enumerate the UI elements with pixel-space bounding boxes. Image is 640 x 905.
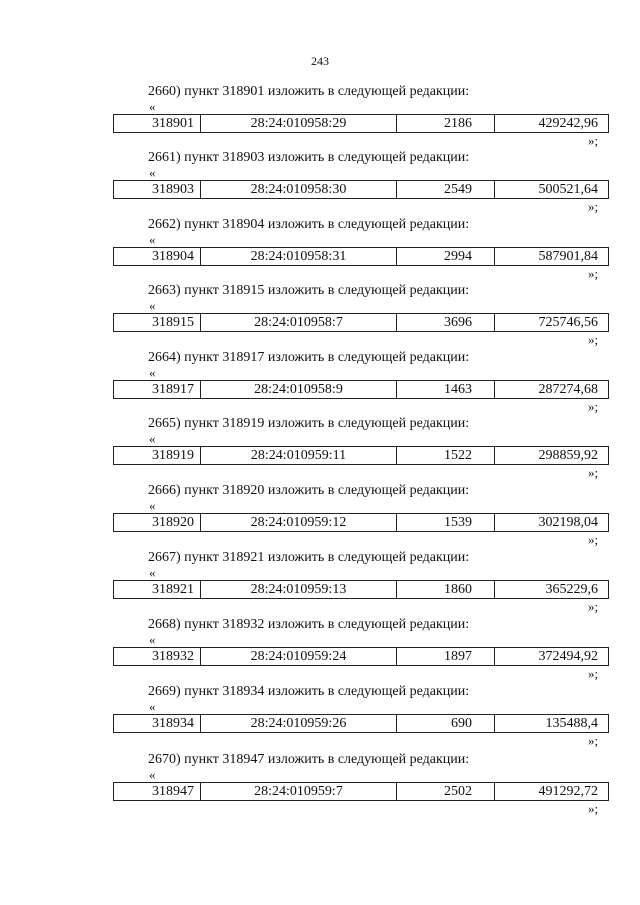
open-quote: « <box>149 232 156 247</box>
area-cell: 1897 <box>396 648 494 665</box>
area-cell: 1539 <box>396 514 494 531</box>
close-quote: »; <box>588 733 599 748</box>
area-cell: 1860 <box>396 581 494 598</box>
value-cell: 298859,92 <box>494 447 608 464</box>
close-quote: »; <box>588 465 599 480</box>
cadastral-number-cell: 28:24:010959:11 <box>200 447 396 464</box>
cadastral-number-cell: 28:24:010958:9 <box>200 381 396 398</box>
area-cell: 2502 <box>396 783 494 800</box>
amendment-block <box>0 483 640 549</box>
close-quote: »; <box>588 399 599 414</box>
table-row <box>113 446 609 465</box>
table-row <box>113 180 609 199</box>
close-quote: »; <box>588 332 599 347</box>
row-id-cell: 318947 <box>152 784 194 799</box>
cadastral-number-cell: 28:24:010959:12 <box>200 514 396 531</box>
open-quote: « <box>149 365 156 380</box>
close-quote: »; <box>588 801 599 816</box>
open-quote: « <box>149 699 156 714</box>
open-quote: « <box>149 99 156 114</box>
cadastral-number-cell: 28:24:010958:29 <box>200 115 396 132</box>
open-quote: « <box>149 767 156 782</box>
table-row <box>113 380 609 399</box>
value-cell: 587901,84 <box>494 248 608 265</box>
value-cell: 135488,4 <box>494 715 608 732</box>
cadastral-number-cell: 28:24:010959:13 <box>200 581 396 598</box>
table-row <box>113 580 609 599</box>
close-quote: »; <box>588 666 599 681</box>
amendment-block <box>0 752 640 818</box>
area-cell: 2549 <box>396 181 494 198</box>
row-id-cell: 318920 <box>152 515 194 530</box>
close-quote: »; <box>588 199 599 214</box>
area-cell: 2994 <box>396 248 494 265</box>
cadastral-number-cell: 28:24:010958:30 <box>200 181 396 198</box>
amendment-block <box>0 416 640 482</box>
amendment-block <box>0 217 640 283</box>
amendment-heading: 2661) пункт 318903 изложить в следующей редакции: <box>148 150 470 165</box>
amendment-heading: 2662) пункт 318904 изложить в следующей редакции: <box>148 217 470 232</box>
row-id-cell: 318921 <box>152 582 194 597</box>
cadastral-number-cell: 28:24:010958:31 <box>200 248 396 265</box>
amendment-heading: 2668) пункт 318932 изложить в следующей редакции: <box>148 617 470 632</box>
amendment-heading: 2660) пункт 318901 изложить в следующей редакции: <box>148 84 470 99</box>
cadastral-number-cell: 28:24:010959:7 <box>200 783 396 800</box>
row-id-cell: 318919 <box>152 448 194 463</box>
open-quote: « <box>149 565 156 580</box>
open-quote: « <box>149 632 156 647</box>
amendment-block <box>0 684 640 750</box>
table-row <box>113 313 609 332</box>
area-cell: 1463 <box>396 381 494 398</box>
open-quote: « <box>149 298 156 313</box>
table-row <box>113 782 609 801</box>
open-quote: « <box>149 165 156 180</box>
amendment-heading: 2665) пункт 318919 изложить в следующей редакции: <box>148 416 470 431</box>
amendment-heading: 2664) пункт 318917 изложить в следующей редакции: <box>148 350 470 365</box>
row-id-cell: 318904 <box>152 249 194 264</box>
table-row <box>113 114 609 133</box>
value-cell: 287274,68 <box>494 381 608 398</box>
amendment-heading: 2667) пункт 318921 изложить в следующей редакции: <box>148 550 470 565</box>
amendment-heading: 2670) пункт 318947 изложить в следующей редакции: <box>148 752 470 767</box>
table-row <box>113 247 609 266</box>
amendment-block <box>0 550 640 616</box>
value-cell: 365229,6 <box>494 581 608 598</box>
row-id-cell: 318917 <box>152 382 194 397</box>
area-cell: 690 <box>396 715 494 732</box>
value-cell: 429242,96 <box>494 115 608 132</box>
close-quote: »; <box>588 532 599 547</box>
close-quote: »; <box>588 266 599 281</box>
value-cell: 372494,92 <box>494 648 608 665</box>
amendment-block <box>0 350 640 416</box>
amendment-block <box>0 150 640 216</box>
value-cell: 302198,04 <box>494 514 608 531</box>
amendment-block <box>0 617 640 683</box>
cadastral-number-cell: 28:24:010959:24 <box>200 648 396 665</box>
open-quote: « <box>149 431 156 446</box>
open-quote: « <box>149 498 156 513</box>
page-number: 243 <box>311 54 329 68</box>
row-id-cell: 318932 <box>152 649 194 664</box>
area-cell: 2186 <box>396 115 494 132</box>
amendment-block <box>0 84 640 150</box>
table-row <box>113 714 609 733</box>
close-quote: »; <box>588 133 599 148</box>
cadastral-number-cell: 28:24:010959:26 <box>200 715 396 732</box>
amendment-heading: 2669) пункт 318934 изложить в следующей редакции: <box>148 684 470 699</box>
table-row <box>113 647 609 666</box>
row-id-cell: 318915 <box>152 315 194 330</box>
area-cell: 1522 <box>396 447 494 464</box>
close-quote: »; <box>588 599 599 614</box>
table-row <box>113 513 609 532</box>
row-id-cell: 318901 <box>152 116 194 131</box>
amendment-block <box>0 283 640 349</box>
cadastral-number-cell: 28:24:010958:7 <box>200 314 396 331</box>
value-cell: 500521,64 <box>494 181 608 198</box>
value-cell: 725746,56 <box>494 314 608 331</box>
amendment-heading: 2663) пункт 318915 изложить в следующей редакции: <box>148 283 470 298</box>
area-cell: 3696 <box>396 314 494 331</box>
row-id-cell: 318903 <box>152 182 194 197</box>
amendment-heading: 2666) пункт 318920 изложить в следующей редакции: <box>148 483 470 498</box>
value-cell: 491292,72 <box>494 783 608 800</box>
row-id-cell: 318934 <box>152 716 194 731</box>
